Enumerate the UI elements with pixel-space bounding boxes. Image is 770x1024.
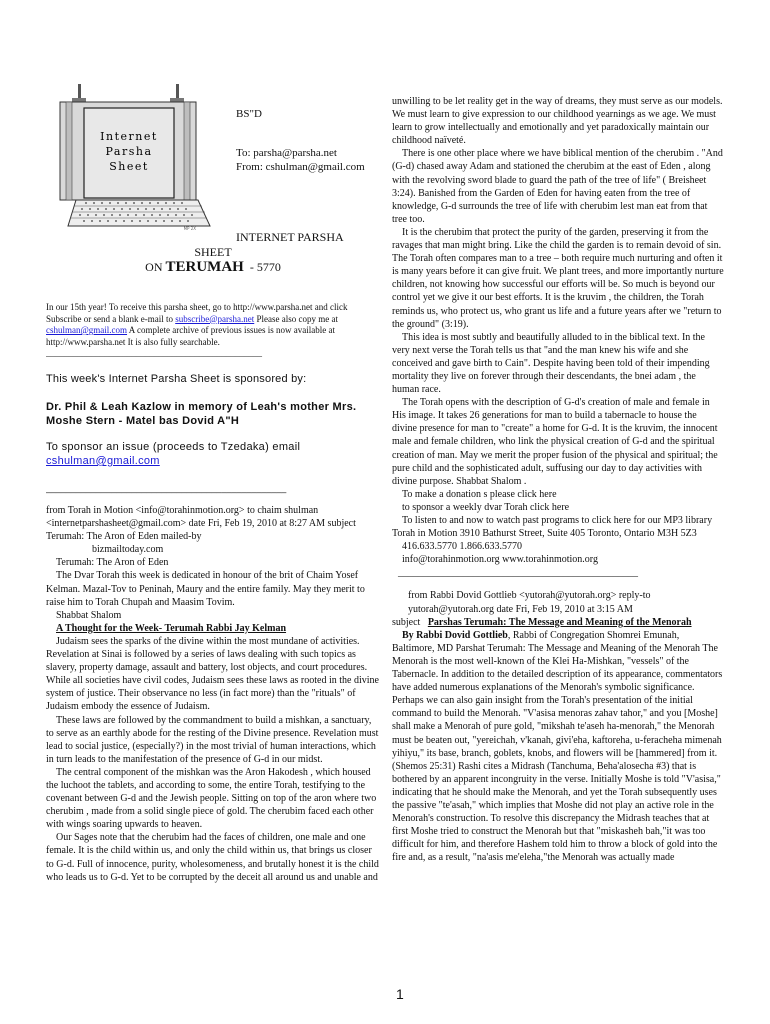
intro-paragraph <box>46 302 380 360</box>
paragraph: unwilling to be let reality get in the way of dreams, they must serve as our models. We must learn to give expression to our childhood yearnings as we age. We must learn to grow intellectually and emotionally and yet paradoxically maintain our childhood naïveté. <box>392 96 723 147</box>
phone-numbers: 416.633.5770 1.866.633.5770 <box>402 541 522 553</box>
logo-credit: MP 2X <box>183 226 196 231</box>
sponsor-request-text: To sponsor an issue (proceeds to Tzedaka) email <box>46 441 301 453</box>
paragraph: Judaism sees the sparks of the divine within the most mundane of activities. Revelation at Sinai is followed by a series of laws dealing with such topics as slavery, property damage, assault and battery, lost objects, and court procedures. While all societies have civil codes, Judaism sees these laws as rooted in the divine system of justice. Their observance no less (in fact more) than the "rituals" of Judaism embody the essence of Judaism. <box>46 635 379 713</box>
logo-line-3: Sheet <box>109 160 149 173</box>
left-article <box>46 504 380 884</box>
divider: ________________________________________________ <box>46 483 287 493</box>
parsha-name: TERUMAH <box>165 259 244 275</box>
intro-text-3: A complete archive of previous issues is now available at http://www.parsha.net It is also fully searchable. <box>46 325 335 347</box>
donate-link[interactable]: To make a donation s please click here <box>402 488 557 500</box>
paragraph: There is one other place where we have biblical mention of the cherubim . "And (G-d) chased away Adam and stationed the cherubim at the east of Eden , along with the revolving sword blade to guard the path of the tree of life" ( Breisheet 3:24). Banished from the Garden of Eden for having eaten from the tree of knowledge, G-d surrounds the tree of life with cherubim lest man eat from that tree too. <box>392 148 723 225</box>
article-heading: A Thought for the Week- Terumah Rabbi Jay Kelman <box>56 622 287 634</box>
paragraph <box>392 629 724 865</box>
sponsor-request <box>46 440 380 468</box>
divider: ________________________________________________ <box>398 567 638 579</box>
right-column <box>392 95 724 864</box>
right-article <box>392 95 724 864</box>
shabbat-shalom: Shabbat Shalom <box>56 609 122 621</box>
logo-line-2: Parsha <box>105 145 153 158</box>
address-block <box>236 146 365 174</box>
subscribe-link[interactable]: subscribe@parsha.net <box>175 313 255 324</box>
paragraph: The Torah opens with the description of G-d's creation of male and female in His image. It takes 26 generations for man to build a tabernacle to house the divine presence for man to "create" a home for G-d. It is the kruvim, the innocent male and female children, who link the physical creation of G-d and the spiritual creation of man. May we merit the proper fusion of the physical and spiritual; the pure child and the sophisticated adult, suffusing our day to day activities with divine purpose. Shabbat Shalom . <box>392 397 718 487</box>
mailed-by: bizmailtoday.com <box>92 544 164 556</box>
logo-line-1: Internet <box>100 130 158 143</box>
sponsor-dedication: Dr. Phil & Leah Kazlow in memory of Leah's mother Mrs. Moshe Stern - Matel bas Dovid A"H <box>46 401 357 427</box>
title-on: ON <box>145 260 163 274</box>
paragraph: The Dvar Torah this week is dedicated in honour of the brit of Chaim Yosef Kelman. Mazal-Tov to Peninah, Maury and the entire family. May they merit to raise him to Torah Chupah and Maasim Tovim. <box>46 570 365 608</box>
email-link[interactable]: cshulman@gmail.com <box>46 325 128 335</box>
intro-text-1: In our 15th year! To receive this parsha sheet, go to http://www.parsha.net and click Subscribe or send a blank e-mail to <box>46 302 348 324</box>
paragraph: These laws are followed by the commandment to build a mishkan, a sanctuary, to serve as an earthly abode for the resting of the Divine presence. Revelation must lead to social justice, (especially?) in the most trivial of human interactions, which in turn leads to the manifestation of the presence of G-d in our midst. <box>46 714 379 765</box>
divider: ________________________________________________ <box>46 348 262 358</box>
bsd-header: BS"D <box>236 108 262 120</box>
from-address: From: cshulman@gmail.com <box>236 161 365 173</box>
title-line-2: SHEET <box>194 245 232 259</box>
page-number: 1 <box>396 986 404 1002</box>
paragraph: This idea is most subtly and beautifully alluded to in the biblical text. In the very next verse the Torah tells us that "and the man knew his wife and she conceived and gave birth to Cain". Despite having been told of their impending mortality they live on forever through their descendants, the bnei adam , the human race. <box>392 331 710 396</box>
to-address: To: parsha@parsha.net <box>236 147 337 159</box>
byline: By Rabbi Dovid Gottlieb <box>402 629 508 641</box>
sponsor-block <box>46 372 380 495</box>
sponsor-heading: This week's Internet Parsha Sheet is sponsored by: <box>46 373 307 385</box>
title-line-1: INTERNET PARSHA <box>236 230 344 244</box>
sheet-title <box>46 230 380 275</box>
email-subject <box>392 616 724 629</box>
sponsor-dvar-link[interactable]: to sponsor a weekly dvar Torah click here <box>402 501 570 513</box>
intro-text-2: Please also copy me at <box>254 313 338 324</box>
mp3-library: To listen to and now to watch past programs to click here for our MP3 library Torah in Motion 3910 Bathurst Street, Suite 405 Toronto, Ontario M3H 5Z3 <box>392 515 713 540</box>
year: - 5770 <box>249 260 281 274</box>
paragraph: Our Sages note that the cherubim had the faces of children, one male and one female. It is the child within us, and only the child within us, that brings us closer to G-d. Full of innocence, purity, wholesomeness, and brutally honest it is the child who leads us to G-d. Yet to be corrupted by the deceit all around us and unable and <box>46 832 379 883</box>
paragraph: It is the cherubim that protect the purity of the garden, preserving it from the ravages that man might bring. Like the child the garden is to remain devoid of sin. The Torah often compares man to a tree – both require much nurturing and often it is many years before it can give fruit. We plant trees, and more importantly nurture children, not knowing how successful our efforts will be. So much is beyond our control yet we give it our best efforts. It is the kruvim , the children, the Torah reminds us, who protect us, who grant us life and a future years after we "return to the ground" (3:19). <box>392 226 724 330</box>
email-header: from Torah in Motion <info@torahinmotion.org> to chaim shulman <internetparshasheet@gmail.com> date Fri, Feb 19, 2010 at 8:27 AM subject Terumah: The Aron of Eden mailed-by <box>46 505 356 543</box>
sponsor-email-link[interactable]: cshulman@gmail.com <box>46 455 160 467</box>
subject-label: subject <box>392 616 421 628</box>
email-header: from Rabbi Dovid Gottlieb <yutorah@yutorah.org> reply-to yutorah@yutorah.org date Fri, Feb 19, 2010 at 3:15 AM <box>408 590 651 615</box>
article-subject: Terumah: The Aron of Eden <box>56 557 169 569</box>
contact-web: info@torahinmotion.org www.torahinmotion.org <box>402 554 598 566</box>
subject-title: Parshas Terumah: The Message and Meaning of the Menorah <box>427 616 692 628</box>
paragraph: The central component of the mishkan was the Aron Hakodesh , which housed the luchoot the tablets, and according to some, the entire Torah, testifying to the covenant between G-d and the Jewish people. Sitting on top of the aron where two cherubim , made from a solid single piece of gold. The cherubim faced each other with wings soaring upwards to heaven. <box>46 766 377 831</box>
internet-parsha-sheet-logo <box>46 80 228 232</box>
paragraph-text: , Rabbi of Congregation Shomrei Emunah, Baltimore, MD Parshat Terumah: The Message and Meaning of the Menorah The Menorah is the most well-known of the Klei Ha-Mishkan, "vessels" of the Tabernacle. In addition to the detailed description of its appearance, commentators have added numerous explanations of the Menorah's symbolic significance. Perhaps we can also gain insight from the Torah's presentation of the initial command to build the Menorah. "V'asisa menoras zahav tahor," and you [Moshe] shall make a Menorah of pure gold, "mikshah te'aseh ha-menorah," the Menorah must be beaten out, "yereichah, v'kanah, givi'eha, kaftoreha, u-feracheha mimenah yihiyu," its base, branch, goblets, knobs, and flowers will be [hammered] from it. (Shemos 25:31) Rashi cites a Midrash (Tanchuma, Beha'alosecha #3) that is bothered by an apparent incongruity in the verse. Initially Moshe is told "V'asisa," indicating that he should make the Menorah, and yet the Torah subsequently uses the passive "te'asah," which implies that Moshe did not play an active role in the Menorah's construction. To resolve this discrepancy the Midrash teaches that at first Moshe tried to construct the Menorah but that "miskasheh bah,"it was too difficult for him, and therefore Hashem told him to throw a block of gold into the fire and, as a result, "na'asis me'eleha,"the Menorah was actually made <box>392 629 723 864</box>
